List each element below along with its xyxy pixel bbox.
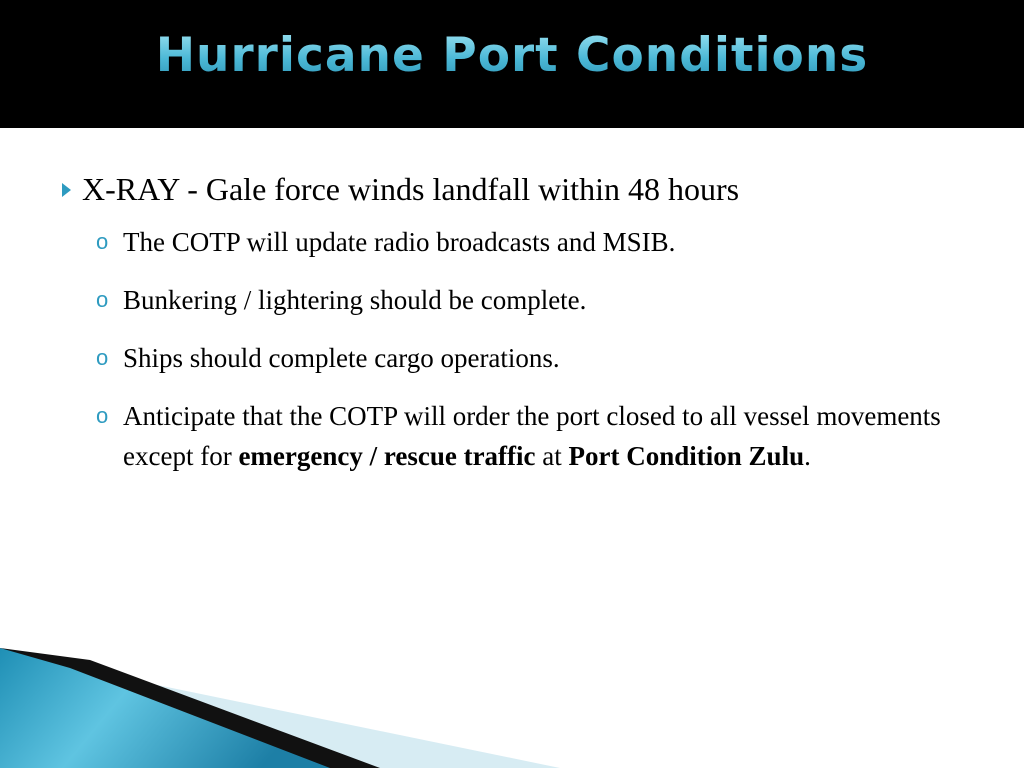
heading-bullet-text: X-RAY - Gale force winds landfall within 48 hours — [82, 171, 740, 207]
sub-bullet-text-part: . — [804, 441, 811, 472]
sub-bullet-text: Ships should complete cargo operations. — [123, 343, 560, 374]
circle-bullet-icon: o — [96, 287, 109, 313]
sub-bullet-text: Bunkering / lightering should be complete. — [123, 285, 587, 316]
blue-swoosh — [0, 648, 330, 768]
slide-title: Hurricane Port Conditions — [0, 28, 1024, 84]
circle-bullet-icon: o — [96, 229, 109, 255]
bold-emergency-traffic: emergency / rescue traffic — [238, 441, 536, 472]
sub-bullet-text: The COTP will update radio broadcasts and MSIB. — [123, 227, 676, 258]
sub-bullet-text-part: at — [535, 441, 569, 472]
circle-bullet-icon: o — [96, 403, 109, 429]
sub-bullet-text-part: Anticipate that the COTP will order the port closed to all vessel movements except for — [123, 401, 941, 472]
circle-bullet-icon: o — [96, 345, 109, 371]
bold-port-condition: Port Condition Zulu — [568, 441, 805, 472]
